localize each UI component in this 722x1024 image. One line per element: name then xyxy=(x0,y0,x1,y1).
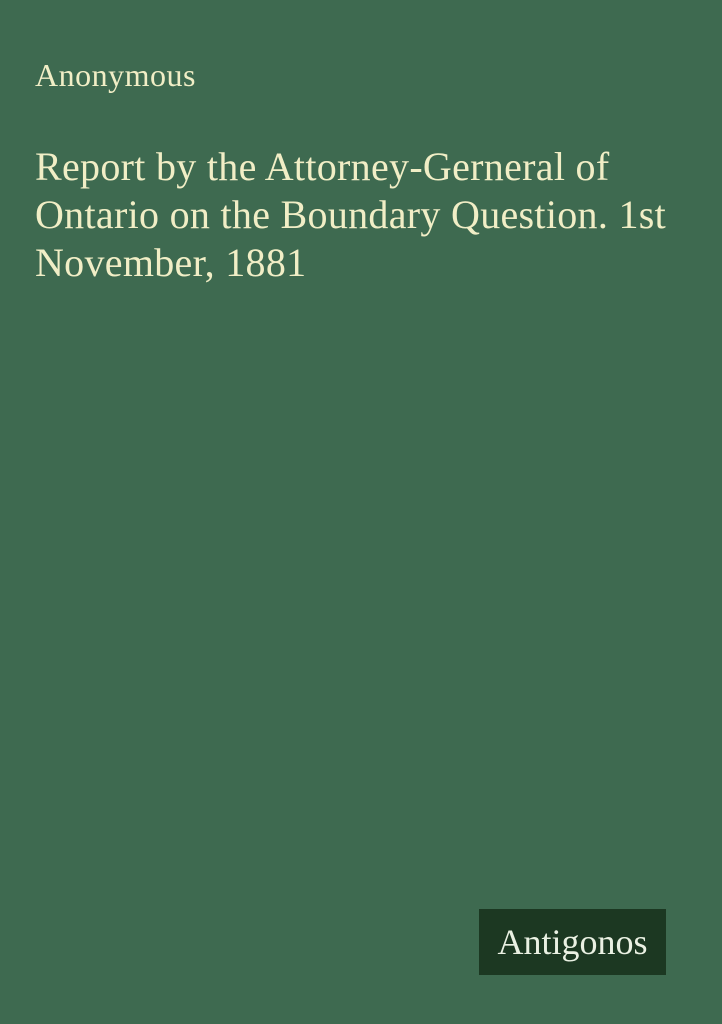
book-title-line-3: November, 1881 xyxy=(35,240,307,285)
book-title xyxy=(35,143,695,287)
publisher-name: Antigonos xyxy=(497,922,648,962)
publisher-badge xyxy=(479,909,666,975)
book-title-line-2: Ontario on the Boundary Question. 1st xyxy=(35,192,667,237)
author-name: Anonymous xyxy=(35,57,196,93)
book-title-line-1: Report by the Attorney-Gerneral of xyxy=(35,144,610,189)
